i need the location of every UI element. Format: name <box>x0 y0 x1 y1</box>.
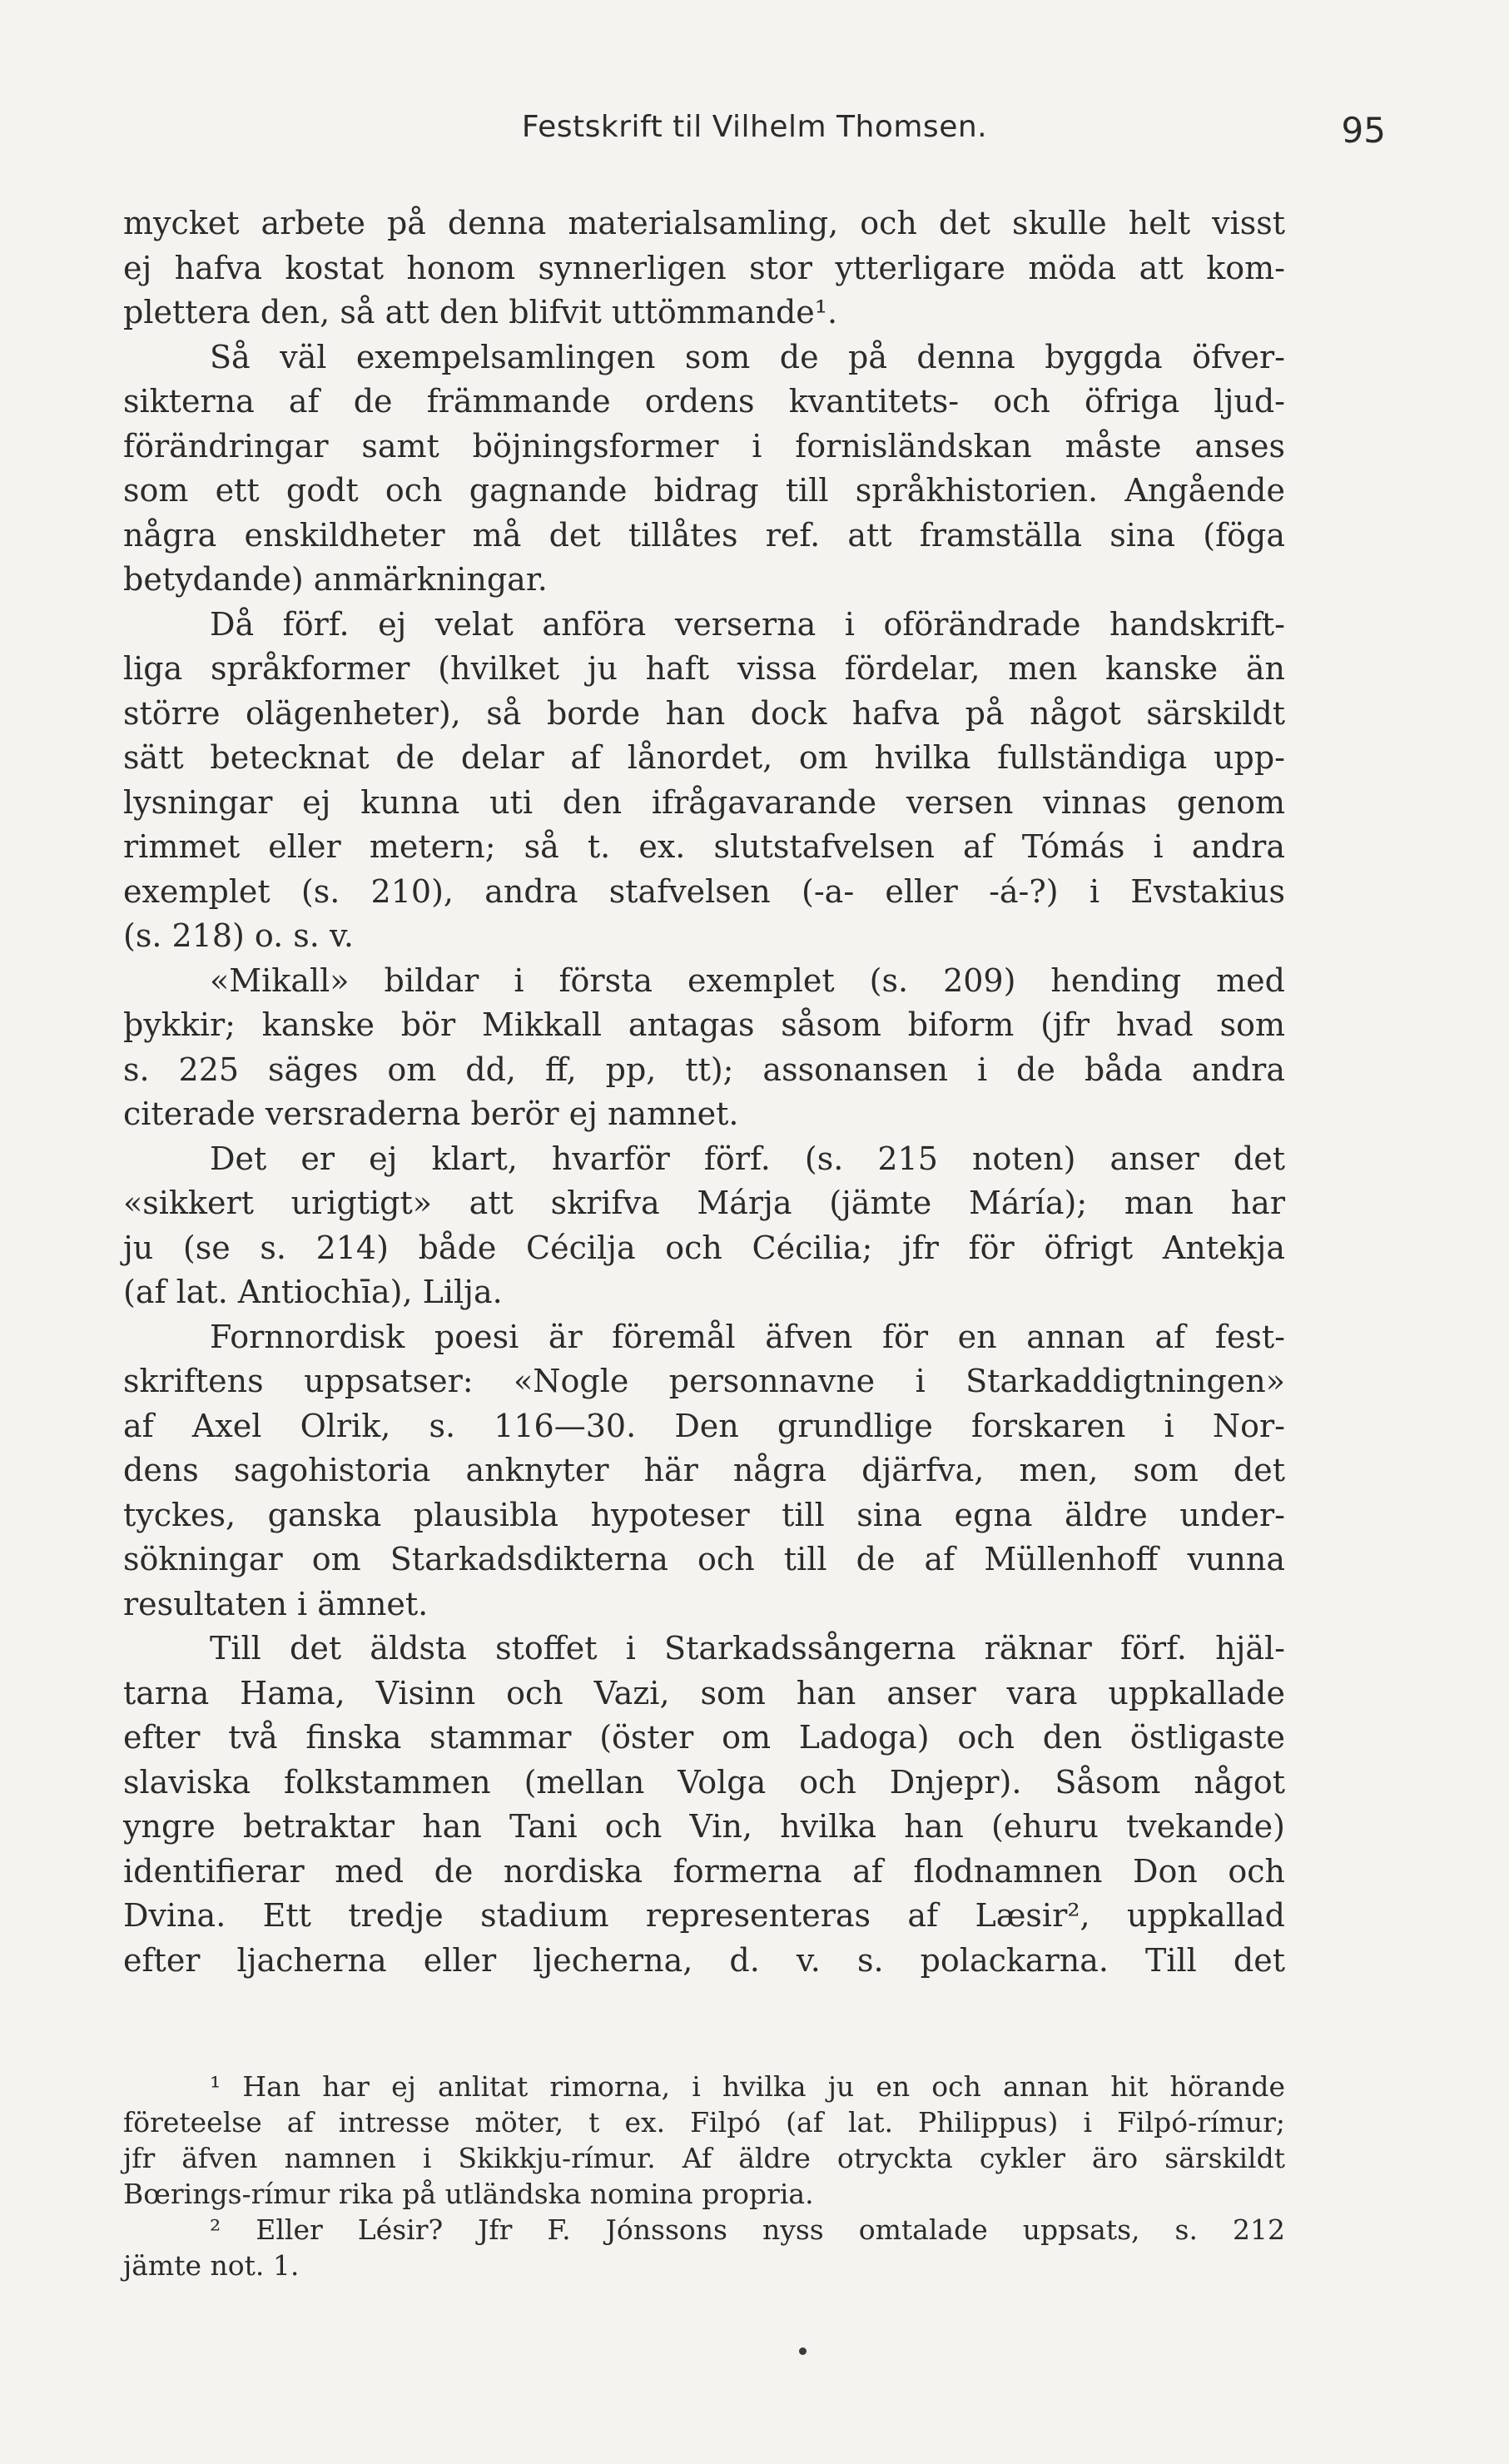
text-line: Dvina. Ett tredje stadium representeras af Læsir², uppkallad <box>123 1897 1285 1934</box>
text-line: «Mikall» bildar i första exemplet (s. 209) hending med <box>210 961 1285 999</box>
text-line: plettera den, så att den blifvit uttömmande¹. <box>123 294 838 330</box>
text-line: s. 225 säges om dd, ff, pp, tt); assonansen i de båda andra <box>123 1051 1285 1088</box>
text-line: några enskildheter må det tillåtes ref. att framställa sina (föga <box>123 516 1285 554</box>
text-line: citerade versraderna berör ej namnet. <box>123 1095 739 1132</box>
footnote-line: ¹ Han har ej anlitat rimorna, i hvilka ju en och annan hit hörande <box>210 2070 1285 2103</box>
text-line: lysningar ej kunna uti den ifrågavarande versen vinnas genom <box>123 783 1285 821</box>
text-line: liga språkformer (hvilket ju haft vissa fördelar, men kanske än <box>123 650 1285 687</box>
text-line: dens sagohistoria anknyter här några djärfva, men, som det <box>123 1452 1285 1488</box>
text-line: betydande) anmärkningar. <box>123 561 548 598</box>
text-line: efter två finska stammar (öster om Ladoga) och den östligaste <box>123 1719 1285 1756</box>
text-line: resultaten i ämnet. <box>123 1585 429 1622</box>
text-line: förändringar samt böjningsformer i fornisländskan måste anses <box>123 427 1285 464</box>
text-line: «sikkert urigtigt» att skrifva Márja (jämte Máría); man har <box>123 1185 1285 1221</box>
text-line: sökningar om Starkadsdikterna och till de af Müllenhoff vunna <box>123 1541 1285 1577</box>
text-line: större olägenheter), så borde han dock hafva på något särskildt <box>123 694 1285 732</box>
text-line: sätt betecknat de delar af lånordet, om hvilka fullständiga upp- <box>123 739 1285 776</box>
text-line: yngre betraktar han Tani och Vin, hvilka han (ehuru tvekande) <box>123 1808 1285 1845</box>
body-text <box>123 201 1285 1983</box>
text-line: ju (se s. 214) både Cécilja och Cécilia; jfr för öfrigt Antekja <box>123 1229 1285 1266</box>
text-line: Då förf. ej velat anföra verserna i oförändrade handskrift- <box>210 605 1285 643</box>
text-line: þykkir; kanske bör Mikkall antagas såsom biform (jfr hvad som <box>123 1006 1285 1043</box>
print-dot <box>799 2347 807 2355</box>
page-number: 95 <box>1341 110 1386 151</box>
footnote-line: jfr äfven namnen i Skikkju-rímur. Af äldre otryckta cykler äro särskildt <box>123 2142 1285 2174</box>
footnote-line: företeelse af intresse möter, t ex. Filpó (af lat. Philippus) i Filpó-rímur; <box>123 2106 1285 2139</box>
text-line: tyckes, ganska plausibla hypoteser till sina egna äldre under- <box>123 1496 1285 1533</box>
text-line: som ett godt och gagnande bidrag till språkhistorien. Angående <box>123 472 1285 509</box>
running-header <box>123 110 1386 160</box>
footnote-line: Bœrings-rímur rika på utländska nomina propria. <box>123 2178 814 2210</box>
text-line: tarna Hama, Visinn och Vazi, som han anser vara uppkallade <box>123 1674 1285 1711</box>
text-line: (s. 218) o. s. v. <box>123 917 354 954</box>
text-line: Så väl exempelsamlingen som de på denna byggda öfver- <box>210 338 1285 375</box>
text-line: efter ljacherna eller ljecherna, d. v. s. polackarna. Till det <box>123 1941 1285 1979</box>
text-line: exemplet (s. 210), andra stafvelsen (-a- eller -á-?) i Evstakius <box>123 872 1285 910</box>
footnote-line: jämte not. 1. <box>123 2249 300 2282</box>
text-line: ej hafva kostat honom synnerligen stor ytterligare möda att kom- <box>123 249 1285 286</box>
text-line: Till det äldsta stoffet i Starkadssångerna räknar förf. hjäl- <box>210 1630 1285 1667</box>
text-line: slaviska folkstammen (mellan Volga och Dnjepr). Såsom något <box>123 1763 1285 1801</box>
text-line: sikterna af de främmande ordens kvantitets- och öfriga ljud- <box>123 383 1285 420</box>
text-line: mycket arbete på denna materialsamling, och det skulle helt visst <box>123 205 1285 241</box>
footnotes <box>123 2069 1285 2283</box>
text-line: rimmet eller metern; så t. ex. slutstafvelsen af Tómás i andra <box>123 828 1285 865</box>
running-title: Festskrift til Vilhelm Thomsen. <box>521 110 988 144</box>
text-line: Det er ej klart, hvarför förf. (s. 215 noten) anser det <box>210 1140 1285 1177</box>
text-line: Fornnordisk poesi är föremål äfven för en annan af fest- <box>210 1318 1285 1355</box>
text-line: skriftens uppsatser: «Nogle personnavne i Starkaddigtningen» <box>123 1363 1285 1399</box>
text-line: af Axel Olrik, s. 116—30. Den grundlige forskaren i Nor- <box>123 1407 1285 1444</box>
text-line: identifierar med de nordiska formerna af flodnamnen Don och <box>123 1852 1285 1890</box>
footnote-line: ² Eller Lésir? Jfr F. Jónssons nyss omtalade uppsats, s. 212 <box>210 2213 1285 2246</box>
text-line: (af lat. Antiochīa), Lilja. <box>123 1274 503 1310</box>
